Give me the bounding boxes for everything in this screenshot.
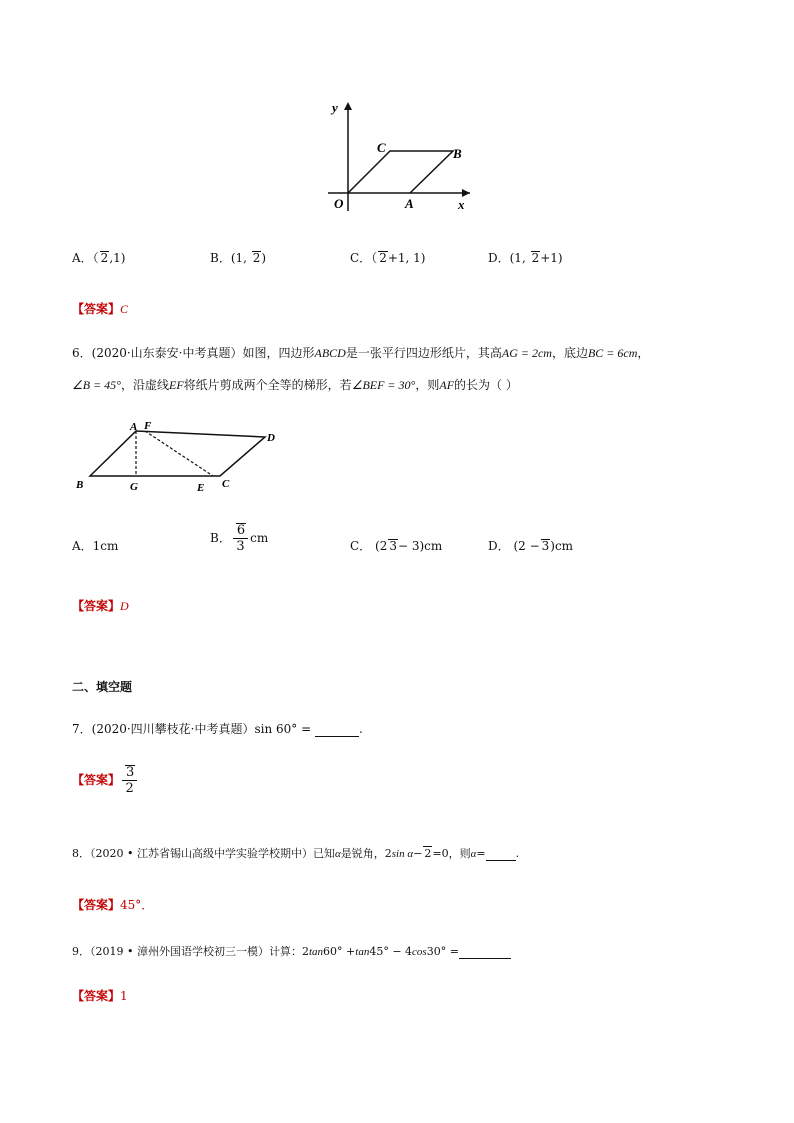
label-e: E <box>197 482 205 494</box>
q6-line2: ∠B = 45°，沿虚线EF将纸片剪成两个全等的梯形，若∠BEF = 30°，则AF的长为（ ） <box>72 378 518 392</box>
section-title: 二、填空题 <box>72 680 133 694</box>
coordinate-figure <box>320 96 480 216</box>
label-a: A <box>405 196 414 211</box>
label-o: O <box>334 196 344 211</box>
answer-q6: 【答案】D <box>72 599 129 613</box>
label-b: B <box>76 479 84 491</box>
parallelogram <box>348 151 453 193</box>
cut-line-ef <box>145 431 213 476</box>
option-c: C．（ 2+1, 1) <box>350 251 426 265</box>
parallelogram-abcd <box>90 431 265 476</box>
answer-q5: 【答案】C <box>72 302 129 316</box>
answer-q8: 【答案】45°． <box>72 898 154 912</box>
answer-q7: 【答案】 $\frac{3}{2}$ <box>72 765 139 796</box>
label-y: y <box>332 100 338 115</box>
q6-option-c: C． (2 3− 3)cm <box>350 539 443 553</box>
parallelogram-figure <box>70 418 290 498</box>
q7: 7．(2020·四川攀枝花·中考真题）sin 60° = . <box>72 722 363 736</box>
label-x: x <box>458 197 465 212</box>
option-d: D．(1, 2+1) <box>488 251 563 265</box>
label-f: F <box>144 420 152 432</box>
q8: 8．（2020 • 江苏省锡山高级中学实验学校期中）已知α是锐角，2sin α− 2=0，则α= . <box>72 847 520 860</box>
q9: 9．（2019 • 漳州外国语学校初三一模）计算：2tan60° +tan45° − 4cos30° = <box>72 943 511 959</box>
label-b: B <box>453 146 462 161</box>
option-a: A．（ 2,1) <box>72 251 126 265</box>
q6-option-b: B． $\frac{6}{3}$ cm <box>210 523 269 554</box>
q6-option-a: A．1cm <box>72 539 119 553</box>
q6-line1: 6．(2020·山东泰安·中考真题）如图，四边形ABCD是一张平行四边形纸片，其高AG = 2cm，底边BC = 6cm， <box>72 346 650 360</box>
label-c: C <box>377 140 386 155</box>
label-d: D <box>267 432 275 444</box>
q6-option-d: D． (2 − 3)cm <box>488 539 574 553</box>
label-a: A <box>130 421 138 433</box>
answer-q9: 【答案】1 <box>72 989 128 1003</box>
option-b: B．(1, 2) <box>210 251 267 265</box>
label-g: G <box>130 481 138 493</box>
label-c: C <box>222 478 230 490</box>
